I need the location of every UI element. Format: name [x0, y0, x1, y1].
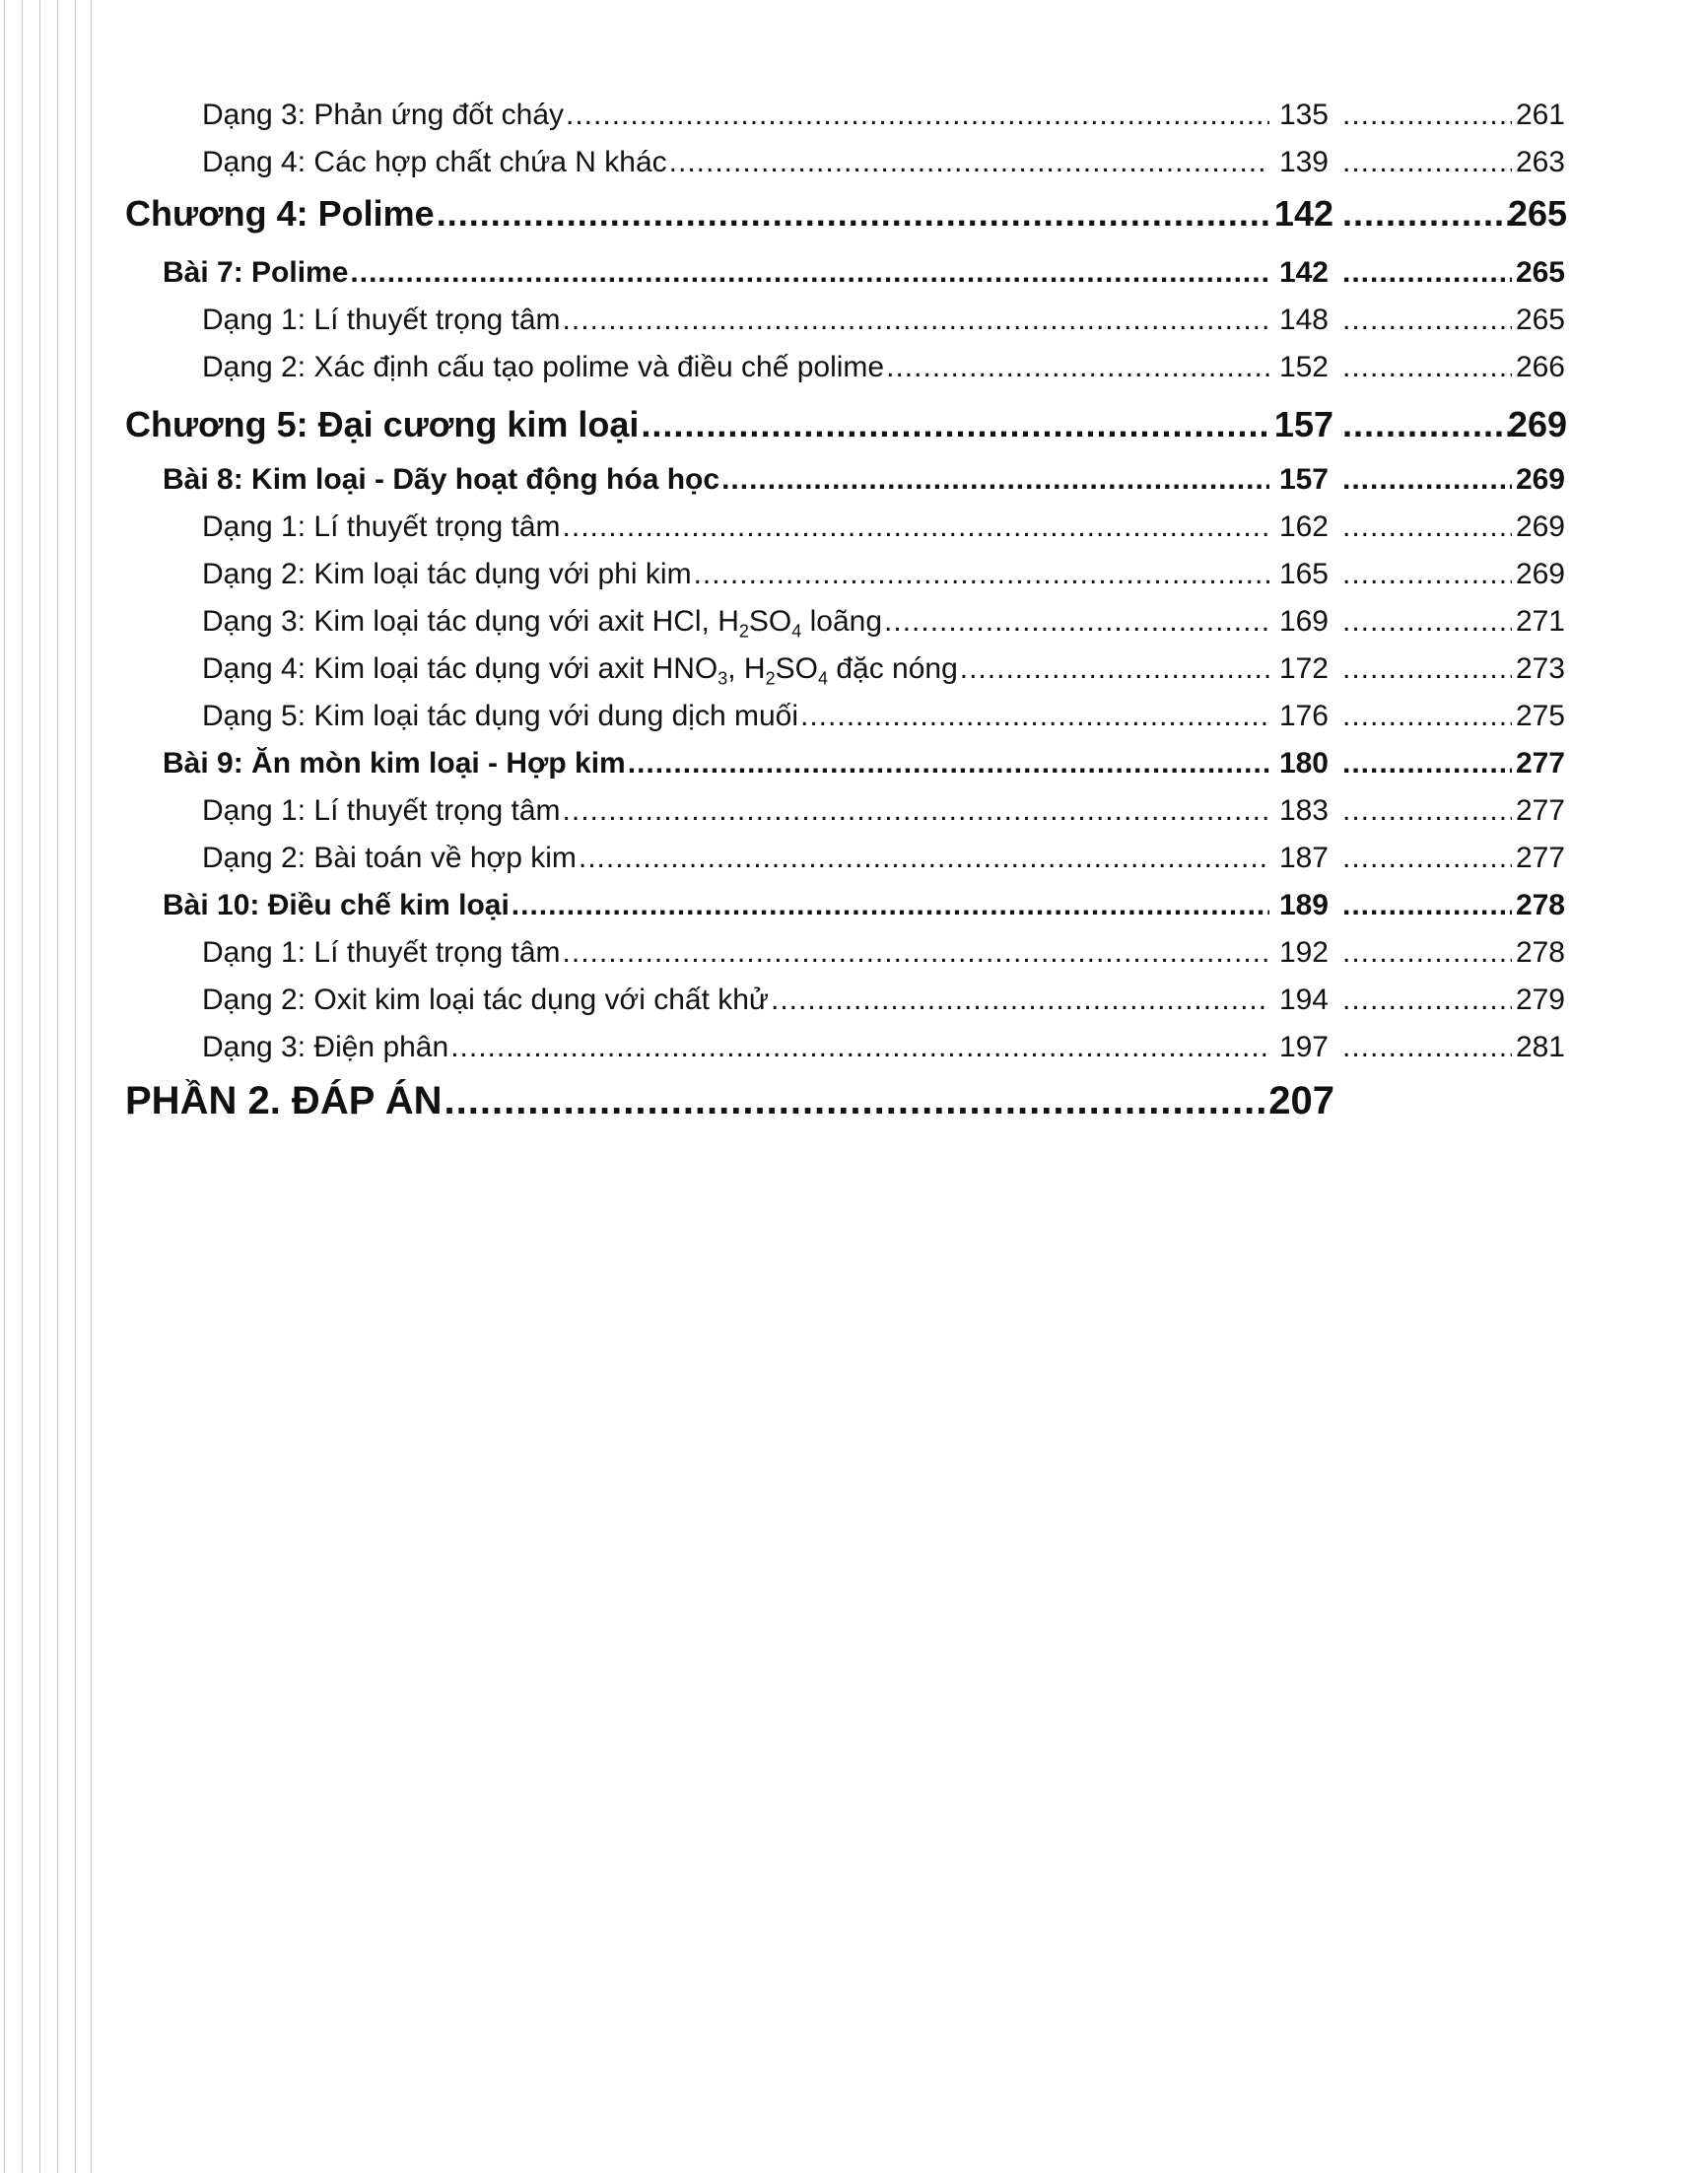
toc-title	[202, 652, 958, 686]
answer-page-number: 278	[1515, 936, 1565, 969]
page-number: 157	[1273, 404, 1333, 444]
toc-subtopic-entry[interactable]	[0, 605, 1708, 648]
toc-subtopic-entry[interactable]	[0, 99, 1708, 142]
subscript: 4	[817, 668, 828, 686]
title-text: Bài 8: Kim loại - Dãy hoạt động hóa học	[163, 463, 720, 496]
subscript: 2	[738, 621, 749, 639]
dot-leader-answers	[1342, 936, 1512, 970]
toc-title-leader	[202, 99, 1269, 132]
dot-leader	[350, 256, 1269, 290]
dot-leader-answers	[1342, 463, 1512, 497]
title-text: Dạng 5: Kim loại tác dụng với dung dịch muối	[202, 700, 799, 732]
toc-title	[202, 146, 667, 179]
toc-subtopic-entry[interactable]	[0, 510, 1708, 554]
toc-subtopic-entry[interactable]	[0, 558, 1708, 601]
title-text: SO	[748, 605, 792, 638]
answer-page-number: 269	[1515, 463, 1565, 496]
page-number: 197	[1278, 1031, 1329, 1063]
toc-title	[125, 193, 435, 235]
dot-leader	[628, 747, 1269, 781]
dot-leader-answers	[1342, 889, 1512, 922]
toc-title-leader	[202, 794, 1269, 828]
dot-leader	[512, 889, 1269, 922]
title-text: Dạng 1: Lí thuyết trọng tâm	[202, 510, 561, 543]
answer-page-number: 279	[1515, 984, 1565, 1016]
dot-leader	[721, 463, 1269, 497]
title-text: Dạng 3: Phản ứng đốt cháy	[202, 99, 565, 131]
dot-leader	[437, 193, 1269, 235]
toc-title-leader	[202, 652, 1269, 686]
answer-page-number: 275	[1515, 700, 1565, 732]
dot-leader-answers	[1342, 842, 1512, 875]
page-number: 176	[1278, 700, 1329, 732]
dot-leader	[563, 936, 1269, 970]
toc-title-leader	[202, 304, 1269, 337]
toc-title	[202, 984, 769, 1017]
toc-part-heading[interactable]	[0, 1079, 1708, 1122]
toc-title-leader	[202, 842, 1269, 875]
page-number: 192	[1278, 936, 1329, 969]
dot-leader-answers	[1342, 794, 1512, 828]
toc-chapter-entry[interactable]	[0, 193, 1708, 237]
answer-page-number: 269	[1515, 510, 1565, 543]
title-text: , H	[727, 652, 766, 685]
dot-leader	[641, 404, 1269, 445]
dot-leader	[884, 605, 1269, 639]
page-number: 165	[1278, 558, 1329, 590]
toc-title	[202, 558, 692, 591]
toc-chapter-entry[interactable]	[0, 404, 1708, 447]
page-number: 189	[1278, 889, 1329, 921]
toc-title-leader	[125, 404, 1269, 445]
subscript: 4	[791, 621, 802, 639]
toc-subtopic-entry[interactable]	[0, 794, 1708, 838]
answer-page-number: 266	[1515, 351, 1565, 383]
toc-lesson-entry[interactable]	[0, 747, 1708, 790]
dot-leader-answers	[1342, 146, 1512, 179]
page-number: 183	[1278, 794, 1329, 827]
toc-lesson-entry[interactable]	[0, 889, 1708, 932]
dot-leader	[563, 794, 1269, 828]
title-text: Bài 9: Ăn mòn kim loại - Hợp kim	[163, 747, 626, 780]
title-text: Dạng 2: Xác định cấu tạo polime và điều chế polime	[202, 351, 885, 383]
dot-leader-answers	[1342, 984, 1512, 1017]
toc-title-leader	[202, 605, 1269, 639]
toc-title	[163, 889, 510, 922]
toc-subtopic-entry[interactable]	[0, 304, 1708, 347]
toc-title	[202, 936, 561, 970]
dot-leader-answers	[1342, 351, 1512, 384]
toc-title	[202, 794, 561, 828]
dot-leader-answers	[1342, 1031, 1512, 1064]
answer-page-number: 278	[1515, 889, 1565, 921]
page-number: 172	[1278, 652, 1329, 685]
toc-title-leader	[163, 889, 1269, 922]
toc-title-leader	[202, 351, 1269, 384]
title-text: Dạng 2: Bài toán về hợp kim	[202, 842, 577, 874]
dot-leader	[886, 351, 1269, 384]
answer-page-number: 265	[1515, 304, 1565, 336]
toc-title	[202, 605, 882, 639]
page-number: 162	[1278, 510, 1329, 543]
page-number: 142	[1278, 256, 1329, 289]
toc-title	[202, 510, 561, 544]
toc-title	[202, 1031, 448, 1064]
toc-title	[202, 304, 561, 337]
toc-title-leader	[202, 510, 1269, 544]
toc-title-leader	[202, 700, 1269, 733]
toc-title	[163, 256, 348, 290]
toc-title-leader	[202, 558, 1269, 591]
title-text: Dạng 4: Các hợp chất chứa N khác	[202, 146, 667, 178]
title-text: Dạng 1: Lí thuyết trọng tâm	[202, 794, 561, 827]
dot-leader	[563, 304, 1269, 337]
toc-subtopic-entry[interactable]	[0, 146, 1708, 189]
toc-subtopic-entry[interactable]	[0, 351, 1708, 394]
toc-subtopic-entry[interactable]	[0, 700, 1708, 743]
title-text: Dạng 4: Kim loại tác dụng với axit HNO	[202, 652, 718, 685]
dot-leader-answers	[1342, 404, 1512, 445]
page-number: 169	[1278, 605, 1329, 638]
answer-page-number: 277	[1515, 842, 1565, 874]
title-text: PHẦN 2. ĐÁP ÁN	[125, 1079, 443, 1122]
title-text: Bài 7: Polime	[163, 256, 349, 289]
title-text: Dạng 2: Kim loại tác dụng với phi kim	[202, 558, 692, 590]
toc-title	[202, 351, 884, 384]
title-text: Dạng 1: Lí thuyết trọng tâm	[202, 304, 561, 336]
dot-leader	[444, 1079, 1269, 1123]
answer-page-number: 265	[1515, 256, 1565, 289]
title-text: loãng	[801, 605, 883, 638]
dot-leader-answers	[1342, 304, 1512, 337]
title-text: Chương 5: Đại cương kim loại	[125, 404, 640, 444]
title-text: Dạng 3: Điện phân	[202, 1031, 449, 1063]
dot-leader	[566, 99, 1269, 132]
toc-title	[202, 842, 577, 875]
subscript: 2	[765, 668, 776, 686]
toc-title	[125, 404, 639, 445]
subscript: 3	[717, 668, 728, 686]
toc-title	[125, 1079, 443, 1123]
title-text: Dạng 2: Oxit kim loại tác dụng với chất khử	[202, 984, 770, 1016]
page-number: 135	[1278, 99, 1329, 131]
dot-leader-answers	[1342, 558, 1512, 591]
answer-page-number: 271	[1515, 605, 1565, 638]
toc-lesson-entry[interactable]	[0, 463, 1708, 507]
title-text: Bài 10: Điều chế kim loại	[163, 889, 510, 921]
toc-subtopic-entry[interactable]	[0, 1031, 1708, 1074]
toc-title-leader	[202, 1031, 1269, 1064]
title-text: Dạng 1: Lí thuyết trọng tâm	[202, 936, 561, 969]
dot-leader-answers	[1342, 652, 1512, 686]
page-number: 152	[1278, 351, 1329, 383]
title-text: Dạng 3: Kim loại tác dụng với axit HCl, H	[202, 605, 739, 638]
dot-leader	[563, 510, 1269, 544]
toc-title	[163, 747, 626, 781]
toc-title-leader	[125, 1079, 1269, 1123]
toc-title-leader	[163, 463, 1269, 497]
toc-title	[202, 700, 798, 733]
toc-subtopic-entry[interactable]	[0, 984, 1708, 1027]
answer-page-number: 281	[1515, 1031, 1565, 1063]
toc-title	[163, 463, 719, 497]
toc-title-leader	[202, 936, 1269, 970]
toc-title-leader	[163, 747, 1269, 781]
answer-page-number: 277	[1515, 747, 1565, 780]
toc-title-leader	[163, 256, 1269, 290]
dot-leader	[771, 984, 1269, 1017]
answer-page-number: 261	[1515, 99, 1565, 131]
page-number: 157	[1278, 463, 1329, 496]
dot-leader	[450, 1031, 1269, 1064]
toc-title-leader	[202, 146, 1269, 179]
dot-leader-answers	[1342, 747, 1512, 781]
toc-title-leader	[202, 984, 1269, 1017]
page-number: 187	[1278, 842, 1329, 874]
page-number: 142	[1273, 193, 1333, 234]
answer-page-number: 273	[1515, 652, 1565, 685]
page-number: 139	[1278, 146, 1329, 178]
answer-page-number: 269	[1507, 404, 1567, 444]
toc-subtopic-entry[interactable]	[0, 842, 1708, 885]
page-number: 207	[1268, 1079, 1334, 1122]
dot-leader	[694, 558, 1269, 591]
toc-lesson-entry[interactable]	[0, 256, 1708, 300]
dot-leader	[960, 652, 1269, 686]
toc-title	[202, 99, 564, 132]
toc-subtopic-entry[interactable]	[0, 936, 1708, 980]
dot-leader-answers	[1342, 193, 1512, 235]
answer-page-number: 269	[1515, 558, 1565, 590]
title-text: đặc nóng	[827, 652, 958, 685]
dot-leader-answers	[1342, 99, 1512, 132]
page-number: 194	[1278, 984, 1329, 1016]
page-number: 180	[1278, 747, 1329, 780]
answer-page-number: 277	[1515, 794, 1565, 827]
answer-page-number: 263	[1515, 146, 1565, 178]
toc-subtopic-entry[interactable]	[0, 652, 1708, 696]
dot-leader	[579, 842, 1269, 875]
dot-leader-answers	[1342, 700, 1512, 733]
dot-leader-answers	[1342, 256, 1512, 290]
page-number: 148	[1278, 304, 1329, 336]
dot-leader-answers	[1342, 510, 1512, 544]
toc-title-leader	[125, 193, 1269, 235]
title-text: Chương 4: Polime	[125, 193, 435, 234]
dot-leader	[669, 146, 1269, 179]
answer-page-number: 265	[1507, 193, 1567, 234]
dot-leader	[800, 700, 1269, 733]
dot-leader-answers	[1342, 605, 1512, 639]
title-text: SO	[775, 652, 818, 685]
